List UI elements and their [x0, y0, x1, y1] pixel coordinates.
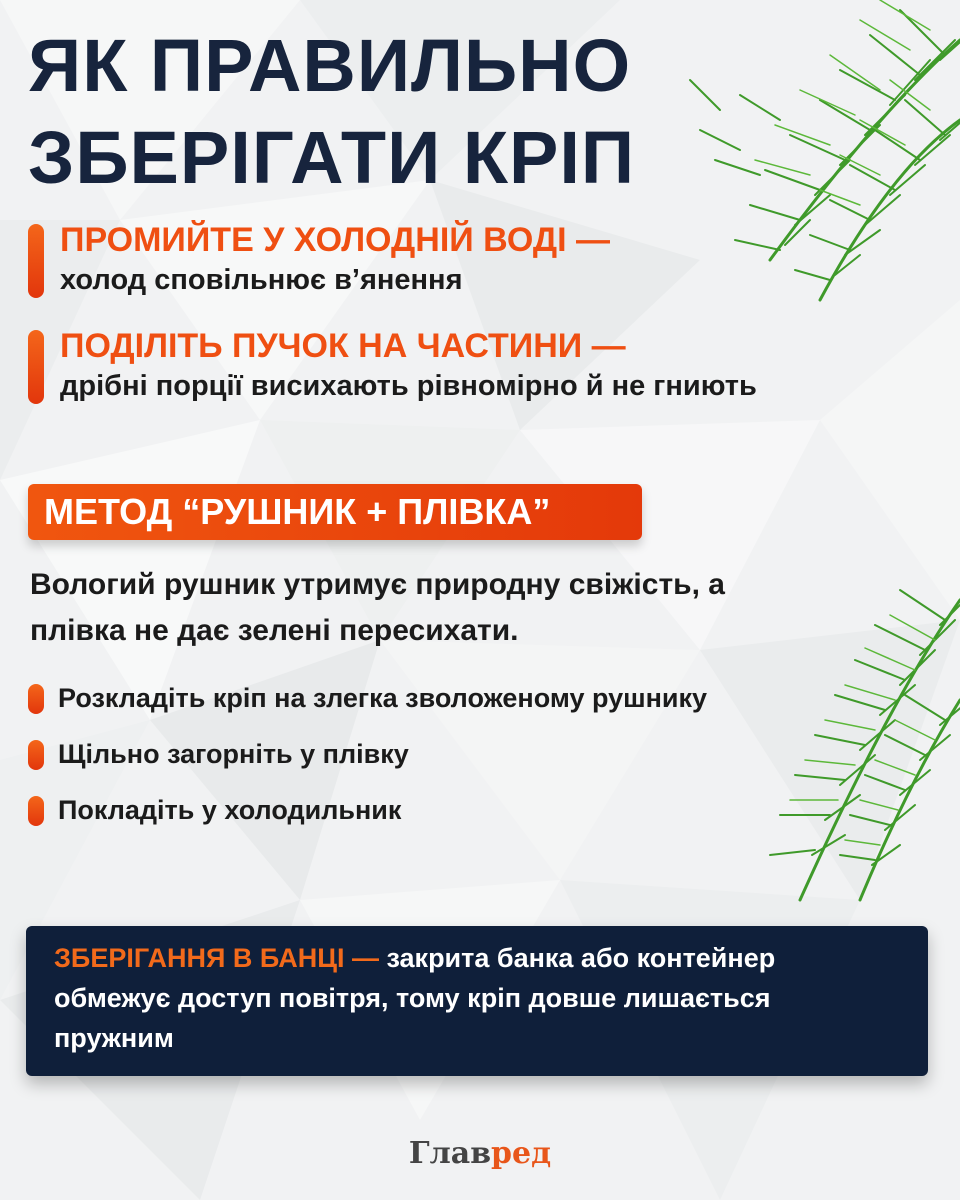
tip-heading: ПОДІЛІТЬ ПУЧОК НА ЧАСТИНИ —	[60, 327, 626, 365]
tip-rinse	[28, 220, 928, 300]
step-text: Щільно загорніть у плівку	[58, 739, 409, 769]
brand-part-1: Глав	[408, 1136, 492, 1171]
step-text: Покладіть у холодильник	[58, 795, 402, 825]
tip-divide	[28, 326, 928, 406]
list-item	[28, 734, 848, 774]
method-banner: МЕТОД “РУШНИК + ПЛІВКА”	[28, 484, 642, 540]
title-line-1: ЯК ПРАВИЛЬНО	[28, 24, 632, 107]
title-line-2: ЗБЕРІГАТИ КРІП	[28, 116, 636, 199]
tip-text: холод сповільнює в’янення	[60, 264, 463, 296]
tip-text: дрібні порції висихають рівномірно й не гниють	[60, 370, 757, 402]
note-highlight: ЗБЕРІГАННЯ В БАНЦІ —	[54, 943, 379, 973]
bullet-marker	[28, 740, 44, 770]
method-description-line-2: плівка не дає зелені пересихати.	[30, 614, 519, 647]
note-line-2: обмежує доступ повітря, тому кріп довше лишається	[54, 983, 771, 1013]
bullet-marker	[28, 684, 44, 714]
brand-part-2: ред	[491, 1136, 552, 1171]
list-item	[28, 678, 848, 718]
tip-marker	[28, 224, 44, 298]
brand-logo	[0, 1136, 960, 1171]
step-text: Розкладіть кріп на злегка зволоженому рушнику	[58, 683, 708, 713]
note-line-1	[54, 938, 900, 978]
jar-storage-note	[26, 926, 928, 1076]
page-title	[28, 20, 728, 204]
method-description-line-1: Вологий рушник утримує природну свіжість, а	[30, 568, 725, 601]
bullet-marker	[28, 796, 44, 826]
tip-marker	[28, 330, 44, 404]
list-item	[28, 790, 848, 830]
tip-heading: ПРОМИЙТЕ У ХОЛОДНІЙ ВОДІ —	[60, 221, 610, 259]
note-line-3: пружним	[54, 1023, 174, 1053]
method-description	[30, 562, 850, 654]
note-text-1: закрита банка або контейнер	[386, 943, 776, 973]
